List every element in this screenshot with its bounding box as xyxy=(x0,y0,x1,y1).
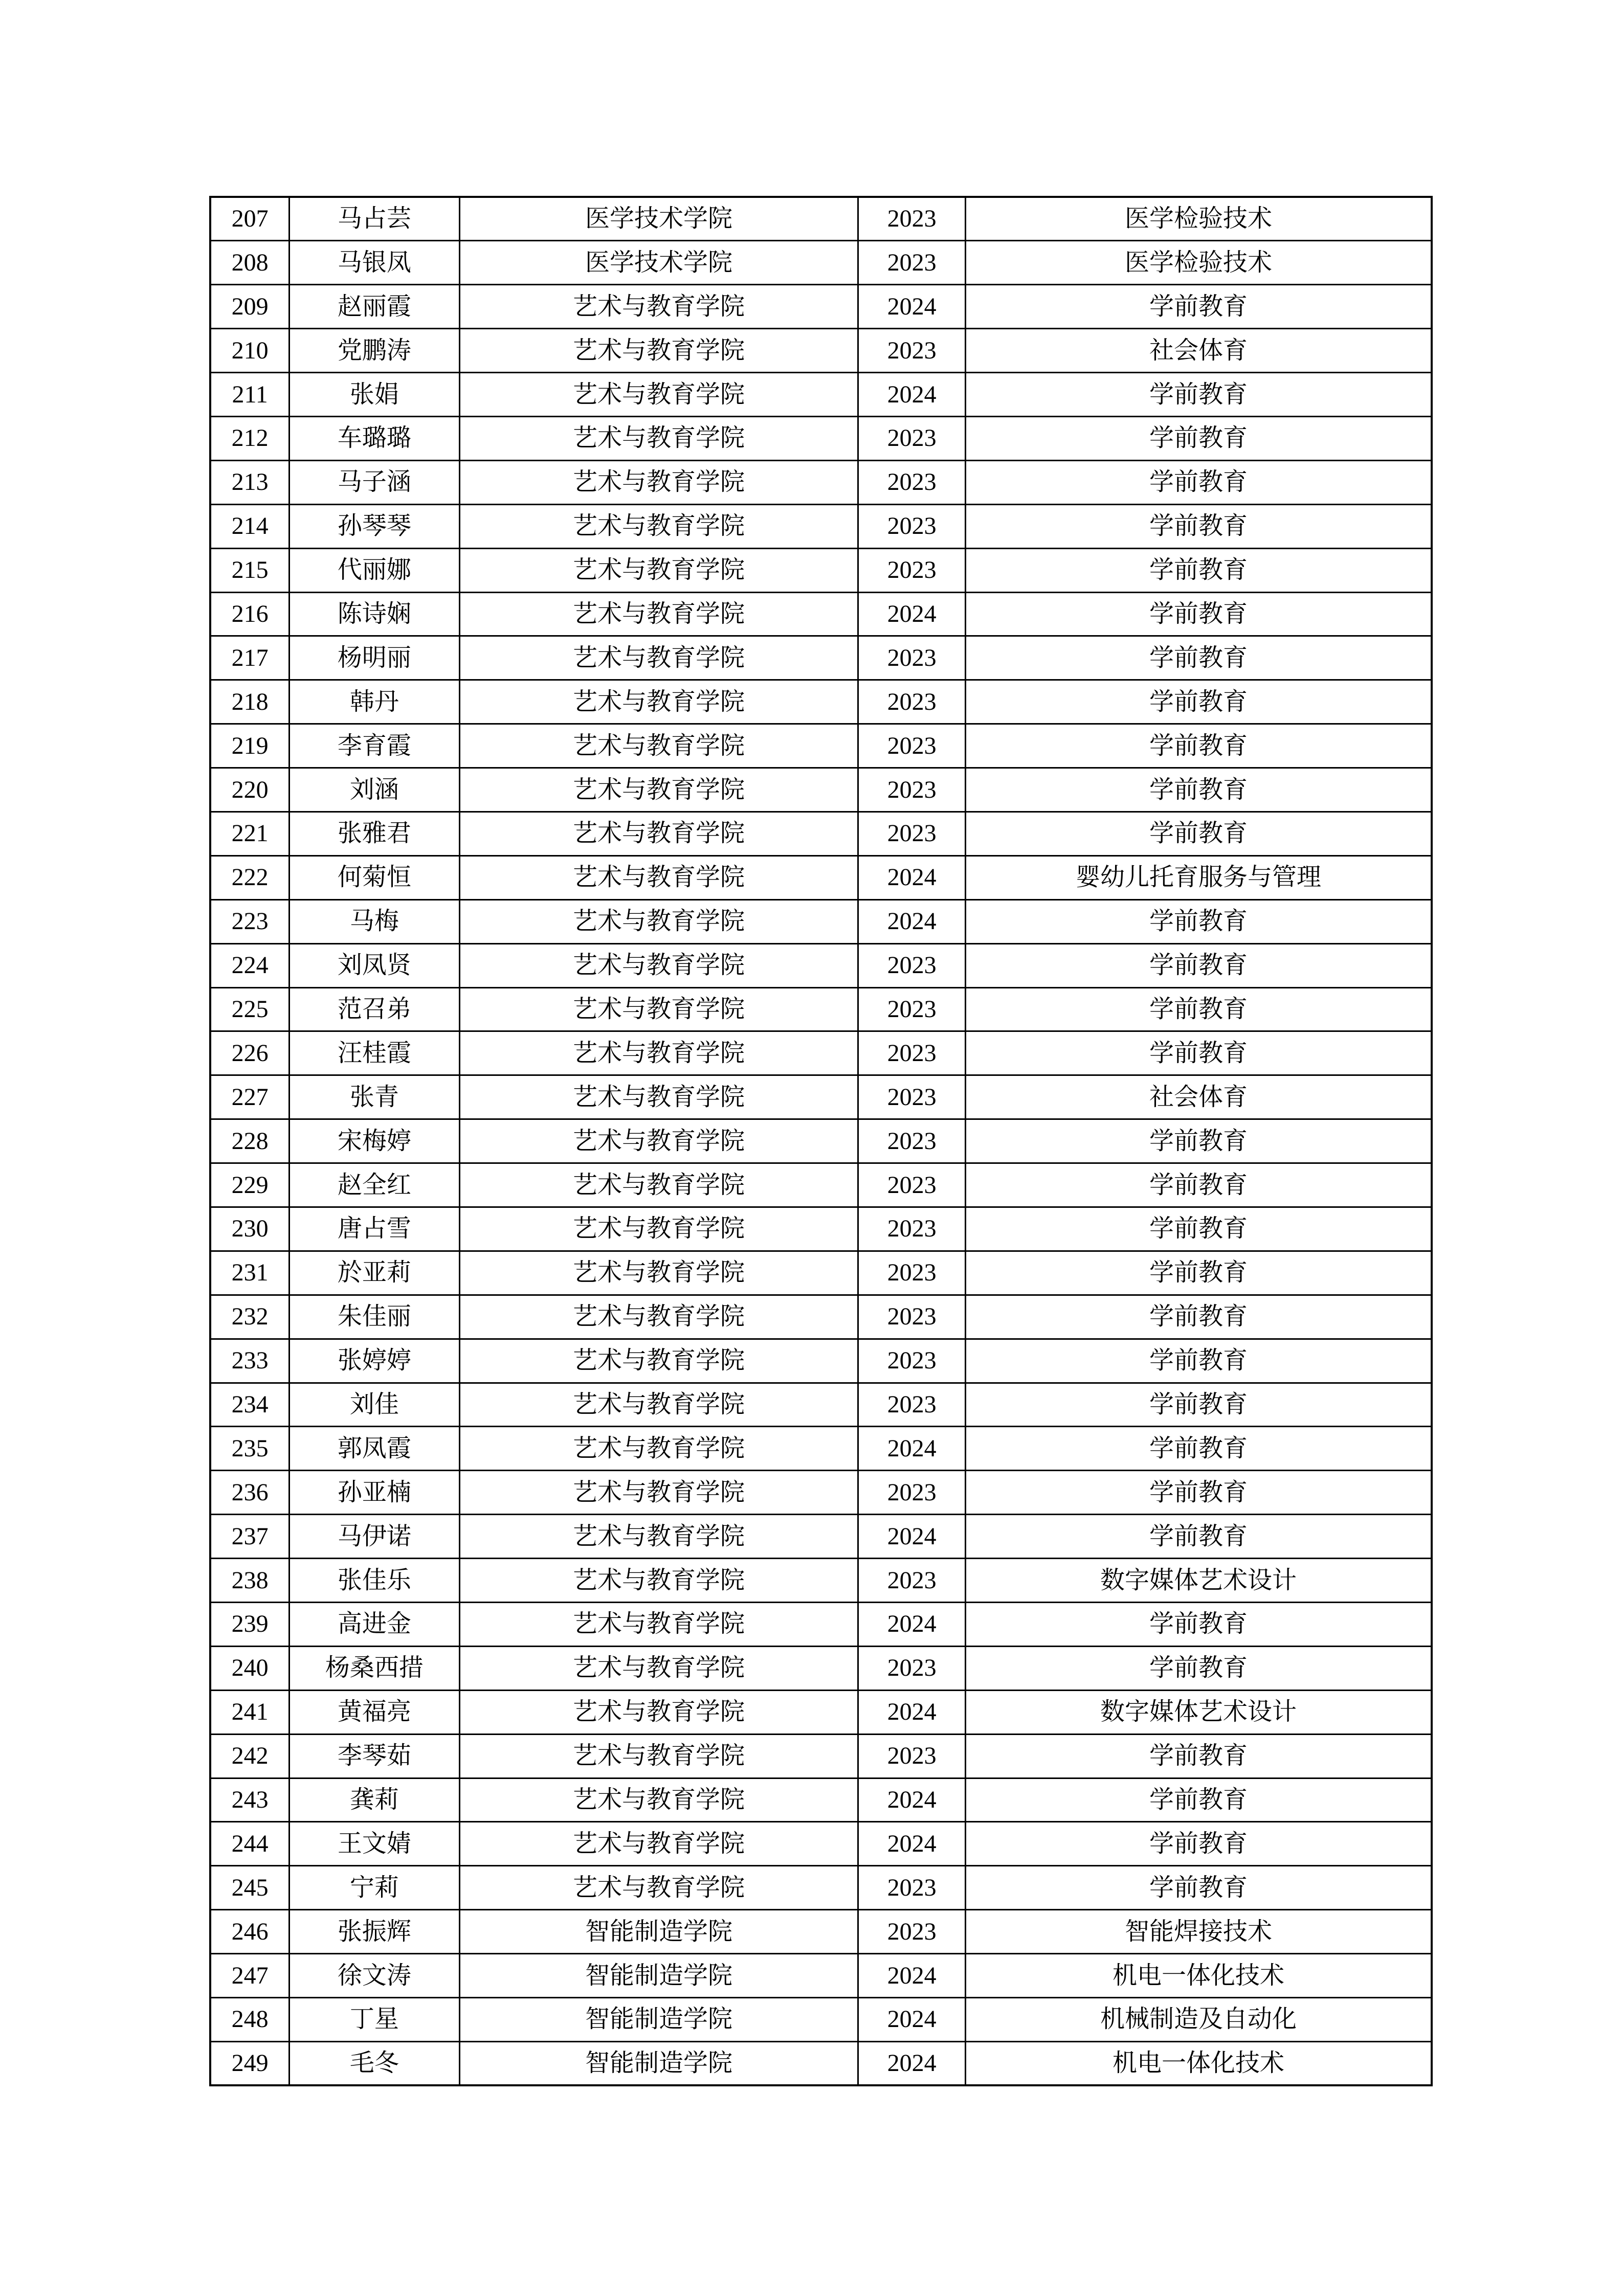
cell-major: 学前教育 xyxy=(965,1515,1432,1559)
cell-college: 艺术与教育学院 xyxy=(459,1075,858,1119)
cell-name: 毛冬 xyxy=(290,2041,459,2085)
cell-name: 杨明丽 xyxy=(290,636,459,680)
cell-name: 张振辉 xyxy=(290,1910,459,1954)
cell-name: 黄福亮 xyxy=(290,1690,459,1734)
cell-major: 学前教育 xyxy=(965,1603,1432,1647)
cell-name: 郭凤霞 xyxy=(290,1427,459,1471)
cell-index: 213 xyxy=(210,460,290,504)
table-row xyxy=(210,1163,1432,1207)
cell-year: 2024 xyxy=(858,373,966,417)
cell-major: 学前教育 xyxy=(965,987,1432,1031)
cell-name: 代丽娜 xyxy=(290,548,459,592)
table-row xyxy=(210,1427,1432,1471)
cell-college: 艺术与教育学院 xyxy=(459,987,858,1031)
cell-college: 艺术与教育学院 xyxy=(459,329,858,373)
cell-major: 医学检验技术 xyxy=(965,241,1432,285)
cell-year: 2023 xyxy=(858,1251,966,1295)
cell-index: 232 xyxy=(210,1295,290,1339)
cell-major: 学前教育 xyxy=(965,1031,1432,1075)
cell-year: 2023 xyxy=(858,504,966,548)
cell-index: 216 xyxy=(210,592,290,636)
cell-index: 239 xyxy=(210,1603,290,1647)
cell-college: 艺术与教育学院 xyxy=(459,1603,858,1647)
cell-major: 学前教育 xyxy=(965,1646,1432,1690)
cell-college: 艺术与教育学院 xyxy=(459,1383,858,1427)
cell-major: 社会体育 xyxy=(965,1075,1432,1119)
cell-year: 2024 xyxy=(858,592,966,636)
cell-major: 机电一体化技术 xyxy=(965,2041,1432,2085)
cell-year: 2024 xyxy=(858,1998,966,2042)
cell-major: 学前教育 xyxy=(965,1383,1432,1427)
table-row xyxy=(210,1822,1432,1866)
cell-index: 209 xyxy=(210,285,290,329)
table-row xyxy=(210,856,1432,899)
cell-name: 李琴茹 xyxy=(290,1734,459,1778)
cell-year: 2024 xyxy=(858,285,966,329)
table-row xyxy=(210,1559,1432,1603)
table-row xyxy=(210,197,1432,241)
cell-college: 艺术与教育学院 xyxy=(459,1207,858,1251)
cell-year: 2023 xyxy=(858,680,966,724)
cell-major: 数字媒体艺术设计 xyxy=(965,1559,1432,1603)
cell-index: 240 xyxy=(210,1646,290,1690)
cell-college: 艺术与教育学院 xyxy=(459,1339,858,1383)
cell-college: 医学技术学院 xyxy=(459,197,858,241)
cell-college: 艺术与教育学院 xyxy=(459,460,858,504)
cell-name: 马子涵 xyxy=(290,460,459,504)
cell-year: 2024 xyxy=(858,1603,966,1647)
cell-major: 学前教育 xyxy=(965,1339,1432,1383)
cell-index: 214 xyxy=(210,504,290,548)
cell-year: 2023 xyxy=(858,1295,966,1339)
table-row xyxy=(210,460,1432,504)
cell-year: 2023 xyxy=(858,1383,966,1427)
table-row xyxy=(210,1471,1432,1515)
cell-index: 219 xyxy=(210,724,290,768)
cell-name: 张婷婷 xyxy=(290,1339,459,1383)
cell-index: 228 xyxy=(210,1119,290,1163)
cell-college: 医学技术学院 xyxy=(459,241,858,285)
cell-index: 247 xyxy=(210,1954,290,1998)
table-row xyxy=(210,1866,1432,1910)
cell-college: 艺术与教育学院 xyxy=(459,592,858,636)
cell-name: 高进金 xyxy=(290,1603,459,1647)
cell-major: 学前教育 xyxy=(965,1163,1432,1207)
cell-major: 学前教育 xyxy=(965,1207,1432,1251)
cell-year: 2023 xyxy=(858,1559,966,1603)
cell-name: 马银凤 xyxy=(290,241,459,285)
cell-name: 陈诗娴 xyxy=(290,592,459,636)
cell-name: 龚莉 xyxy=(290,1778,459,1822)
cell-college: 艺术与教育学院 xyxy=(459,1690,858,1734)
cell-college: 艺术与教育学院 xyxy=(459,548,858,592)
cell-year: 2024 xyxy=(858,899,966,943)
cell-name: 王文婧 xyxy=(290,1822,459,1866)
table-row xyxy=(210,504,1432,548)
cell-college: 智能制造学院 xyxy=(459,2041,858,2085)
cell-index: 215 xyxy=(210,548,290,592)
cell-index: 227 xyxy=(210,1075,290,1119)
cell-index: 230 xyxy=(210,1207,290,1251)
cell-index: 229 xyxy=(210,1163,290,1207)
table-row xyxy=(210,1778,1432,1822)
cell-name: 刘涵 xyxy=(290,768,459,812)
cell-year: 2023 xyxy=(858,1119,966,1163)
student-roster-table xyxy=(209,196,1433,2086)
cell-major: 智能焊接技术 xyxy=(965,1910,1432,1954)
cell-year: 2023 xyxy=(858,1075,966,1119)
cell-index: 208 xyxy=(210,241,290,285)
cell-year: 2023 xyxy=(858,329,966,373)
cell-college: 艺术与教育学院 xyxy=(459,1515,858,1559)
cell-major: 婴幼儿托育服务与管理 xyxy=(965,856,1432,899)
cell-major: 学前教育 xyxy=(965,943,1432,987)
cell-college: 智能制造学院 xyxy=(459,1910,858,1954)
cell-college: 艺术与教育学院 xyxy=(459,1778,858,1822)
cell-major: 数字媒体艺术设计 xyxy=(965,1690,1432,1734)
cell-year: 2023 xyxy=(858,197,966,241)
cell-index: 224 xyxy=(210,943,290,987)
cell-index: 221 xyxy=(210,812,290,856)
cell-college: 艺术与教育学院 xyxy=(459,1822,858,1866)
cell-year: 2023 xyxy=(858,1163,966,1207)
cell-index: 207 xyxy=(210,197,290,241)
cell-year: 2023 xyxy=(858,1031,966,1075)
cell-year: 2023 xyxy=(858,768,966,812)
cell-year: 2023 xyxy=(858,812,966,856)
table-row xyxy=(210,1734,1432,1778)
cell-index: 242 xyxy=(210,1734,290,1778)
table-row xyxy=(210,373,1432,417)
cell-name: 宋梅婷 xyxy=(290,1119,459,1163)
table-row xyxy=(210,592,1432,636)
cell-year: 2023 xyxy=(858,241,966,285)
cell-year: 2023 xyxy=(858,1339,966,1383)
table-row xyxy=(210,548,1432,592)
cell-college: 艺术与教育学院 xyxy=(459,768,858,812)
cell-name: 孙琴琴 xyxy=(290,504,459,548)
table-row xyxy=(210,1031,1432,1075)
cell-name: 刘佳 xyxy=(290,1383,459,1427)
cell-major: 学前教育 xyxy=(965,1471,1432,1515)
cell-name: 丁星 xyxy=(290,1998,459,2042)
cell-name: 汪桂霞 xyxy=(290,1031,459,1075)
cell-year: 2024 xyxy=(858,1954,966,1998)
cell-major: 学前教育 xyxy=(965,1734,1432,1778)
cell-college: 艺术与教育学院 xyxy=(459,373,858,417)
cell-college: 艺术与教育学院 xyxy=(459,899,858,943)
cell-index: 244 xyxy=(210,1822,290,1866)
cell-major: 学前教育 xyxy=(965,1295,1432,1339)
cell-index: 225 xyxy=(210,987,290,1031)
cell-year: 2023 xyxy=(858,548,966,592)
cell-major: 学前教育 xyxy=(965,1251,1432,1295)
cell-major: 学前教育 xyxy=(965,899,1432,943)
cell-major: 学前教育 xyxy=(965,1427,1432,1471)
cell-name: 孙亚楠 xyxy=(290,1471,459,1515)
cell-name: 张青 xyxy=(290,1075,459,1119)
cell-index: 246 xyxy=(210,1910,290,1954)
table-row xyxy=(210,1515,1432,1559)
cell-college: 艺术与教育学院 xyxy=(459,1471,858,1515)
cell-index: 212 xyxy=(210,416,290,460)
cell-major: 学前教育 xyxy=(965,768,1432,812)
table-row xyxy=(210,416,1432,460)
cell-year: 2023 xyxy=(858,1646,966,1690)
cell-name: 范召弟 xyxy=(290,987,459,1031)
cell-name: 徐文涛 xyxy=(290,1954,459,1998)
cell-major: 学前教育 xyxy=(965,1866,1432,1910)
table-row xyxy=(210,1603,1432,1647)
cell-index: 217 xyxy=(210,636,290,680)
cell-name: 刘凤贤 xyxy=(290,943,459,987)
cell-major: 学前教育 xyxy=(965,1119,1432,1163)
table-row xyxy=(210,329,1432,373)
cell-year: 2023 xyxy=(858,1207,966,1251)
cell-major: 学前教育 xyxy=(965,504,1432,548)
cell-name: 马梅 xyxy=(290,899,459,943)
table-row xyxy=(210,1910,1432,1954)
cell-major: 学前教育 xyxy=(965,1822,1432,1866)
table-row xyxy=(210,812,1432,856)
table-row xyxy=(210,241,1432,285)
table-row xyxy=(210,1207,1432,1251)
cell-major: 学前教育 xyxy=(965,285,1432,329)
cell-college: 艺术与教育学院 xyxy=(459,1646,858,1690)
cell-name: 宁莉 xyxy=(290,1866,459,1910)
cell-name: 张佳乐 xyxy=(290,1559,459,1603)
cell-major: 学前教育 xyxy=(965,548,1432,592)
table-row xyxy=(210,1646,1432,1690)
table-row xyxy=(210,724,1432,768)
cell-college: 艺术与教育学院 xyxy=(459,504,858,548)
cell-college: 艺术与教育学院 xyxy=(459,1559,858,1603)
cell-year: 2024 xyxy=(858,2041,966,2085)
cell-major: 学前教育 xyxy=(965,680,1432,724)
cell-major: 机电一体化技术 xyxy=(965,1954,1432,1998)
cell-major: 学前教育 xyxy=(965,1778,1432,1822)
table-row xyxy=(210,943,1432,987)
cell-college: 艺术与教育学院 xyxy=(459,1866,858,1910)
cell-index: 237 xyxy=(210,1515,290,1559)
cell-year: 2023 xyxy=(858,1910,966,1954)
table-row xyxy=(210,1383,1432,1427)
cell-index: 211 xyxy=(210,373,290,417)
cell-year: 2023 xyxy=(858,1734,966,1778)
table-row xyxy=(210,1251,1432,1295)
cell-name: 李育霞 xyxy=(290,724,459,768)
cell-major: 医学检验技术 xyxy=(965,197,1432,241)
cell-college: 艺术与教育学院 xyxy=(459,812,858,856)
cell-college: 艺术与教育学院 xyxy=(459,285,858,329)
cell-year: 2023 xyxy=(858,416,966,460)
cell-major: 社会体育 xyxy=(965,329,1432,373)
table-row xyxy=(210,1690,1432,1734)
cell-name: 朱佳丽 xyxy=(290,1295,459,1339)
cell-name: 马伊诺 xyxy=(290,1515,459,1559)
cell-index: 234 xyxy=(210,1383,290,1427)
cell-name: 於亚莉 xyxy=(290,1251,459,1295)
cell-year: 2024 xyxy=(858,1427,966,1471)
cell-index: 249 xyxy=(210,2041,290,2085)
table-row xyxy=(210,1339,1432,1383)
cell-major: 学前教育 xyxy=(965,636,1432,680)
cell-college: 艺术与教育学院 xyxy=(459,856,858,899)
cell-index: 233 xyxy=(210,1339,290,1383)
cell-year: 2023 xyxy=(858,943,966,987)
cell-index: 245 xyxy=(210,1866,290,1910)
cell-college: 智能制造学院 xyxy=(459,1998,858,2042)
cell-year: 2023 xyxy=(858,1471,966,1515)
cell-college: 艺术与教育学院 xyxy=(459,1734,858,1778)
cell-year: 2023 xyxy=(858,987,966,1031)
cell-major: 学前教育 xyxy=(965,812,1432,856)
cell-name: 韩丹 xyxy=(290,680,459,724)
cell-major: 学前教育 xyxy=(965,724,1432,768)
cell-college: 艺术与教育学院 xyxy=(459,1031,858,1075)
cell-year: 2023 xyxy=(858,724,966,768)
cell-college: 艺术与教育学院 xyxy=(459,1251,858,1295)
table-row xyxy=(210,1954,1432,1998)
cell-college: 艺术与教育学院 xyxy=(459,943,858,987)
cell-index: 222 xyxy=(210,856,290,899)
cell-index: 238 xyxy=(210,1559,290,1603)
cell-name: 赵丽霞 xyxy=(290,285,459,329)
table-row xyxy=(210,285,1432,329)
cell-name: 车璐璐 xyxy=(290,416,459,460)
cell-name: 赵全红 xyxy=(290,1163,459,1207)
table-row xyxy=(210,1295,1432,1339)
cell-major: 机械制造及自动化 xyxy=(965,1998,1432,2042)
cell-major: 学前教育 xyxy=(965,416,1432,460)
table-row xyxy=(210,1998,1432,2042)
cell-college: 艺术与教育学院 xyxy=(459,724,858,768)
table-row xyxy=(210,899,1432,943)
table-row xyxy=(210,768,1432,812)
cell-college: 艺术与教育学院 xyxy=(459,1119,858,1163)
cell-index: 236 xyxy=(210,1471,290,1515)
cell-name: 唐占雪 xyxy=(290,1207,459,1251)
cell-year: 2023 xyxy=(858,1866,966,1910)
cell-name: 张雅君 xyxy=(290,812,459,856)
cell-index: 218 xyxy=(210,680,290,724)
cell-college: 艺术与教育学院 xyxy=(459,1163,858,1207)
cell-year: 2024 xyxy=(858,856,966,899)
cell-year: 2024 xyxy=(858,1690,966,1734)
cell-name: 马占芸 xyxy=(290,197,459,241)
table-row xyxy=(210,1075,1432,1119)
student-roster-body xyxy=(210,197,1432,2085)
cell-index: 223 xyxy=(210,899,290,943)
cell-index: 231 xyxy=(210,1251,290,1295)
cell-college: 艺术与教育学院 xyxy=(459,636,858,680)
cell-major: 学前教育 xyxy=(965,373,1432,417)
cell-index: 220 xyxy=(210,768,290,812)
table-row xyxy=(210,1119,1432,1163)
cell-index: 235 xyxy=(210,1427,290,1471)
cell-index: 248 xyxy=(210,1998,290,2042)
cell-year: 2023 xyxy=(858,636,966,680)
cell-college: 艺术与教育学院 xyxy=(459,680,858,724)
cell-year: 2024 xyxy=(858,1515,966,1559)
cell-college: 艺术与教育学院 xyxy=(459,1295,858,1339)
cell-index: 226 xyxy=(210,1031,290,1075)
cell-major: 学前教育 xyxy=(965,592,1432,636)
cell-college: 艺术与教育学院 xyxy=(459,416,858,460)
table-row xyxy=(210,2041,1432,2085)
cell-name: 党鹏涛 xyxy=(290,329,459,373)
cell-major: 学前教育 xyxy=(965,460,1432,504)
cell-year: 2023 xyxy=(858,460,966,504)
table-row xyxy=(210,680,1432,724)
cell-college: 艺术与教育学院 xyxy=(459,1427,858,1471)
cell-name: 杨桑西措 xyxy=(290,1646,459,1690)
cell-index: 241 xyxy=(210,1690,290,1734)
cell-college: 智能制造学院 xyxy=(459,1954,858,1998)
cell-index: 210 xyxy=(210,329,290,373)
cell-year: 2024 xyxy=(858,1822,966,1866)
table-row xyxy=(210,636,1432,680)
cell-name: 何菊恒 xyxy=(290,856,459,899)
table-row xyxy=(210,987,1432,1031)
cell-year: 2024 xyxy=(858,1778,966,1822)
cell-name: 张娟 xyxy=(290,373,459,417)
cell-index: 243 xyxy=(210,1778,290,1822)
